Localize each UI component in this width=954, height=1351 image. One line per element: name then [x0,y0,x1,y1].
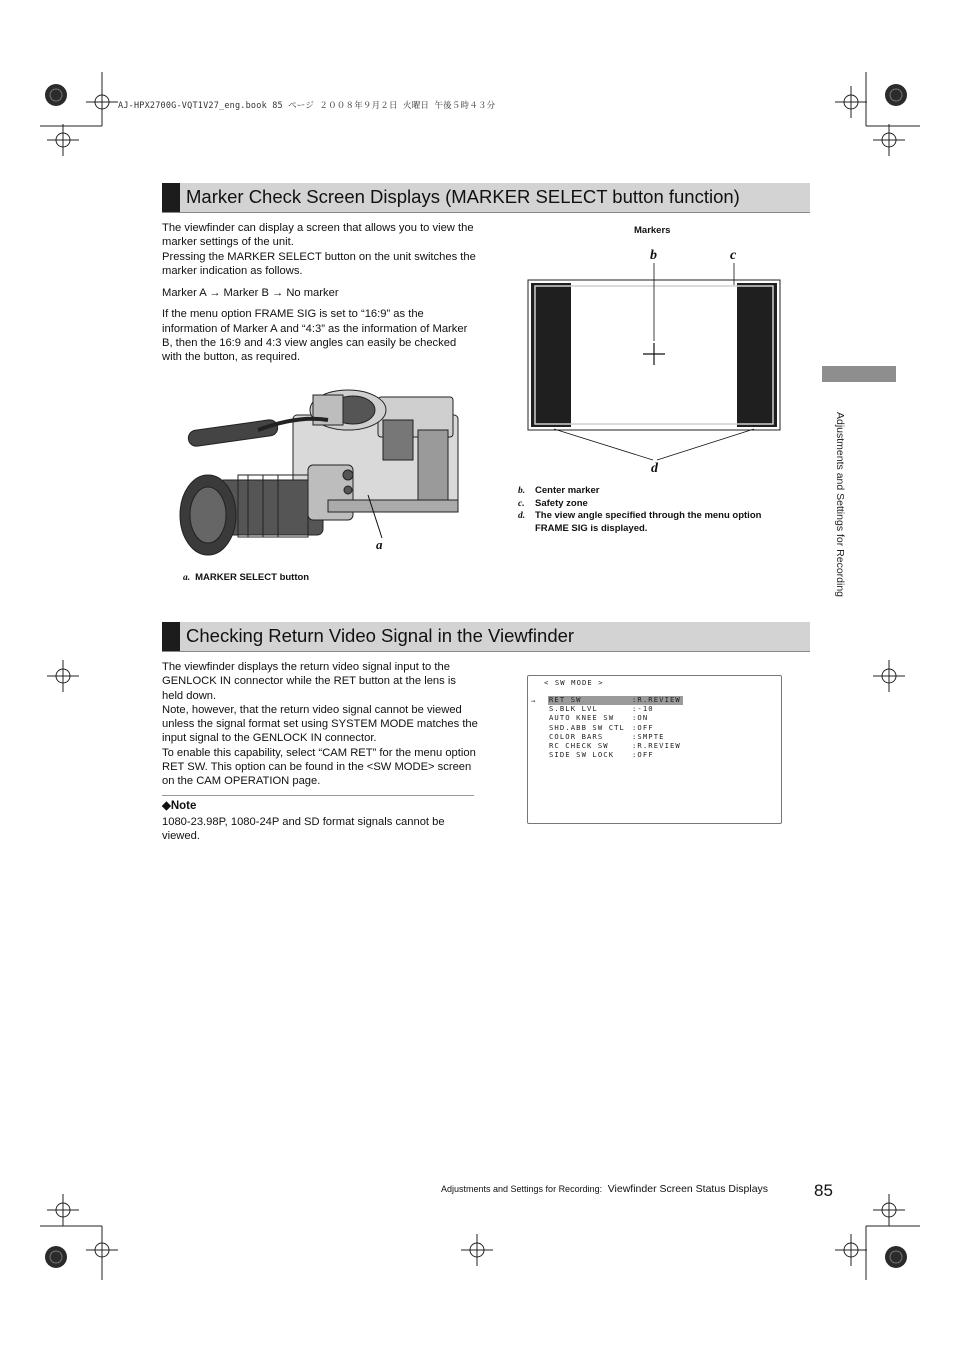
menu-row-value: :SMPTE [632,732,665,741]
markers-title: Markers [634,225,671,236]
note-text: 1080-23.98P, 1080-24P and SD format signals cannot be viewed. [162,816,445,843]
footer-topic: Viewfinder Screen Status Displays [607,1183,769,1195]
legend-letter: d. [518,511,526,521]
menu-row-value: :-10 [632,704,654,713]
paragraph: Note, however, that the return video signal cannot be viewed unless the signal format set using SYSTEM MODE matches the input signal to the GENLOCK IN connector. [162,703,478,745]
menu-row-value: :OFF [632,750,654,759]
section-title: Checking Return Video Signal in the Viewfinder [186,625,575,646]
paragraph: The viewfinder displays the return video signal input to the GENLOCK IN connector while the RET button at the lens is held down. [162,661,456,702]
section-heading-marker-check [162,183,810,213]
viewfinder-markers-icon [520,245,790,485]
legend-text: The view angle specified through the menu option FRAME SIG is displayed. [535,510,762,534]
chapter-tab [822,366,896,382]
marker-intro-text [162,221,478,365]
legend-text: Center marker [535,485,600,496]
legend-letter: b. [518,486,526,496]
page-number: 85 [814,1181,833,1200]
section-heading-return-video [162,622,810,652]
markers-legend [518,485,788,535]
markers-diagram [520,245,790,485]
marker-label-b: b [650,248,657,263]
menu-row-label: RC CHECK SW [549,741,609,750]
menu-row-label: SHD.ABB SW CTL [549,723,625,732]
camcorder-icon [178,375,468,570]
marker-sequence: Marker A → Marker B → No marker [162,287,339,300]
camera-caption [183,572,309,585]
menu-row-value: :R.REVIEW [632,741,681,750]
paragraph: The viewfinder can display a screen that allows you to view the marker settings of the unit. [162,222,474,249]
callout-a: a [376,537,383,552]
section-title: Marker Check Screen Displays (MARKER SELECT button function) [186,186,740,207]
marker-label-d: d [651,461,658,476]
menu-row-label: SIDE SW LOCK [549,750,615,759]
menu-row-value: :ON [632,713,649,722]
paragraph: Pressing the MARKER SELECT button on the unit switches the marker indication as follows. [162,250,476,277]
sw-mode-menu-screen [527,675,782,824]
legend-text: Safety zone [535,497,588,509]
caption-letter: a. [183,573,191,583]
footer-breadcrumb [441,1183,768,1195]
marker-label-c: c [730,248,737,263]
legend-letter: c. [518,498,525,509]
file-header: AJ-HPX2700G-VQT1V27_eng.book 85 ページ ２００８年９月２日 火曜日 午後５時４３分 [118,101,496,111]
menu-row-value: :OFF [632,723,654,732]
return-video-text [162,660,478,789]
camera-illustration [178,375,468,570]
paragraph: To enable this capability, select “CAM RET” for the menu option RET SW. This option can be found in the <SW MODE> screen on the CAM OPERATION page. [162,746,476,788]
caption-text: MARKER SELECT button [195,572,310,583]
menu-row-value: :R.REVIEW [632,695,681,704]
menu-title: < SW MODE > [544,678,604,687]
note-heading: ◆Note [162,800,197,812]
menu-row-label: AUTO KNEE SW [549,713,615,722]
menu-cursor: → [531,696,537,705]
legend-item [518,485,788,498]
chapter-tab-label: Adjustments and Settings for Recording [834,412,846,598]
legend-item [518,510,788,535]
footer-chapter: Adjustments and Settings for Recording: [441,1184,603,1194]
legend-item [518,498,788,511]
menu-row-label: S.BLK LVL [549,704,598,713]
note-divider [162,795,474,796]
heading-accent [162,183,180,212]
heading-accent [162,622,180,651]
paragraph: If the menu option FRAME SIG is set to “16:9” as the information of Marker A and “4:3” as the information of Marker B, then the 16:9 and 4:3 view angles can easily be checked with the button, as required. [162,308,468,364]
menu-row-label: COLOR BARS [549,732,604,741]
menu-row-label: RET SW [549,695,582,704]
